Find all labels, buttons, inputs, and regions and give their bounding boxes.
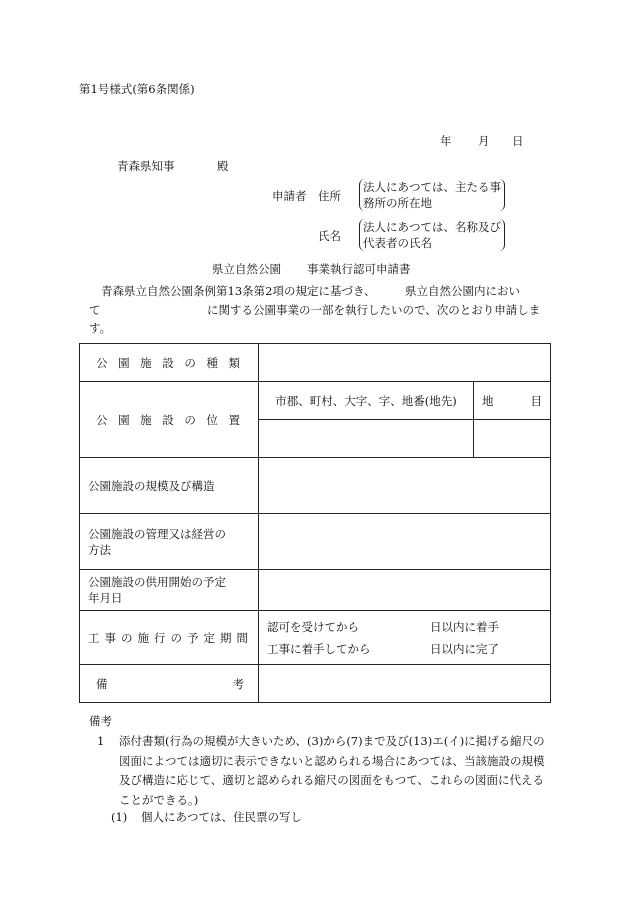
char: 備	[96, 676, 108, 691]
body-line3: す。	[89, 321, 112, 335]
location-header: 市郡、町村、大字、字、地番(地先)	[259, 382, 474, 420]
scale-structure-label: 公園施設の規模及び構造	[80, 458, 259, 514]
note-sub-item-1-number: (1)	[111, 810, 128, 824]
construction-period-label	[80, 611, 259, 665]
note-item-1	[97, 732, 555, 810]
service-start-label	[80, 570, 259, 611]
remarks-value[interactable]	[259, 665, 551, 703]
finish-within-days: 日以内に完了	[430, 641, 499, 656]
name-note-line2: 代表者の氏名	[363, 236, 432, 250]
char: の	[184, 355, 196, 370]
land-category-header	[474, 382, 551, 420]
title-part2: 事業執行認可申請書	[307, 262, 411, 276]
address-note-line2: 務所の所在地	[363, 196, 432, 210]
char: の	[121, 630, 133, 645]
name-note-line1: 法人にあつては、名称及び	[363, 220, 501, 234]
start-within-days: 日以内に着手	[430, 619, 499, 634]
start-after-permit: 認可を受けてから	[267, 619, 359, 634]
table-row	[80, 458, 551, 514]
location-value[interactable]	[259, 420, 474, 458]
label-line: 公園施設の管理又は経営の	[88, 526, 226, 541]
char: の	[184, 412, 196, 427]
body-line2a: て	[89, 303, 101, 317]
char: 事	[104, 630, 116, 645]
scale-structure-value[interactable]	[259, 458, 551, 514]
char: 園	[118, 412, 130, 427]
char: 定	[203, 630, 215, 645]
date-month: 月	[478, 134, 490, 148]
facility-type-value[interactable]	[259, 344, 551, 382]
title-part1: 県立自然公園	[212, 262, 281, 276]
addressee-name: 青森県知事	[117, 159, 175, 173]
table-row	[80, 514, 551, 570]
note-item-1-number: 1	[97, 734, 105, 748]
char: 園	[118, 355, 130, 370]
char: 公	[96, 412, 108, 427]
management-method-label	[80, 514, 259, 570]
char: 設	[162, 412, 174, 427]
note-sub-item-1	[111, 809, 302, 825]
char: 工	[88, 630, 100, 645]
char: 考	[232, 676, 244, 691]
date-year: 年	[440, 134, 452, 148]
form-number: 第1号様式(第6条関係)	[79, 82, 195, 96]
facility-location-label	[80, 382, 259, 458]
table-row	[80, 344, 551, 382]
char: の	[170, 630, 182, 645]
addressee-honorific: 殿	[217, 159, 229, 173]
table-row	[80, 665, 551, 703]
note-item-1-text: 添付書類(行為の規模が大きいため、(3)から(7)まで及び(13)エ(イ)に掲げる縮尺の図面によつては適切に表示できないと認められる場合にあつては、当該施設の規模及び構造に応じて、適切と認められる縮尺の図面をもつて、これらの図面に代えることができる。)	[119, 734, 545, 807]
char: 目	[530, 393, 542, 408]
table-row	[80, 382, 551, 420]
note-sub-item-1-text: 個人にあつては、住民票の写し	[140, 810, 302, 824]
char: 種	[206, 355, 218, 370]
address-note-line1: 法人にあつては、主たる事	[363, 180, 501, 194]
char: 地	[482, 393, 494, 408]
char: 間	[236, 630, 248, 645]
char: 施	[140, 355, 152, 370]
char: 置	[228, 412, 240, 427]
char: 位	[206, 412, 218, 427]
service-start-value[interactable]	[259, 570, 551, 611]
remarks-label	[80, 665, 259, 703]
body-line1b: 県立自然公園内におい	[405, 284, 520, 298]
facility-type-label	[80, 344, 259, 382]
finish-after-start: 工事に着手してから	[267, 641, 371, 656]
char: 施	[137, 630, 149, 645]
char: 類	[228, 355, 240, 370]
char: 予	[187, 630, 199, 645]
name-note	[359, 219, 505, 251]
char: 設	[162, 355, 174, 370]
date-day: 日	[512, 134, 524, 148]
land-category-value[interactable]	[474, 420, 551, 458]
notes-heading: 備考	[89, 714, 112, 728]
char: 施	[140, 412, 152, 427]
char: 期	[220, 630, 232, 645]
char: 公	[96, 355, 108, 370]
body-line2b: に関する公園事業の一部を執行したいので、次のとおり申請しま	[207, 303, 541, 317]
label-line: 方法	[88, 542, 111, 557]
label-line: 公園施設の供用開始の予定	[88, 575, 226, 589]
char: 行	[154, 630, 166, 645]
application-table	[79, 343, 551, 703]
management-method-value[interactable]	[259, 514, 551, 570]
applicant-label: 申請者	[272, 189, 307, 203]
address-note	[359, 179, 505, 211]
body-line1a: 青森県立自然公園条例第13条第2項の規定に基づき、	[101, 284, 376, 298]
table-row	[80, 570, 551, 611]
name-label: 氏名	[318, 229, 341, 243]
label-line: 年月日	[88, 591, 123, 605]
construction-period-value	[259, 611, 551, 665]
address-label: 住所	[318, 189, 341, 203]
table-row	[80, 611, 551, 665]
